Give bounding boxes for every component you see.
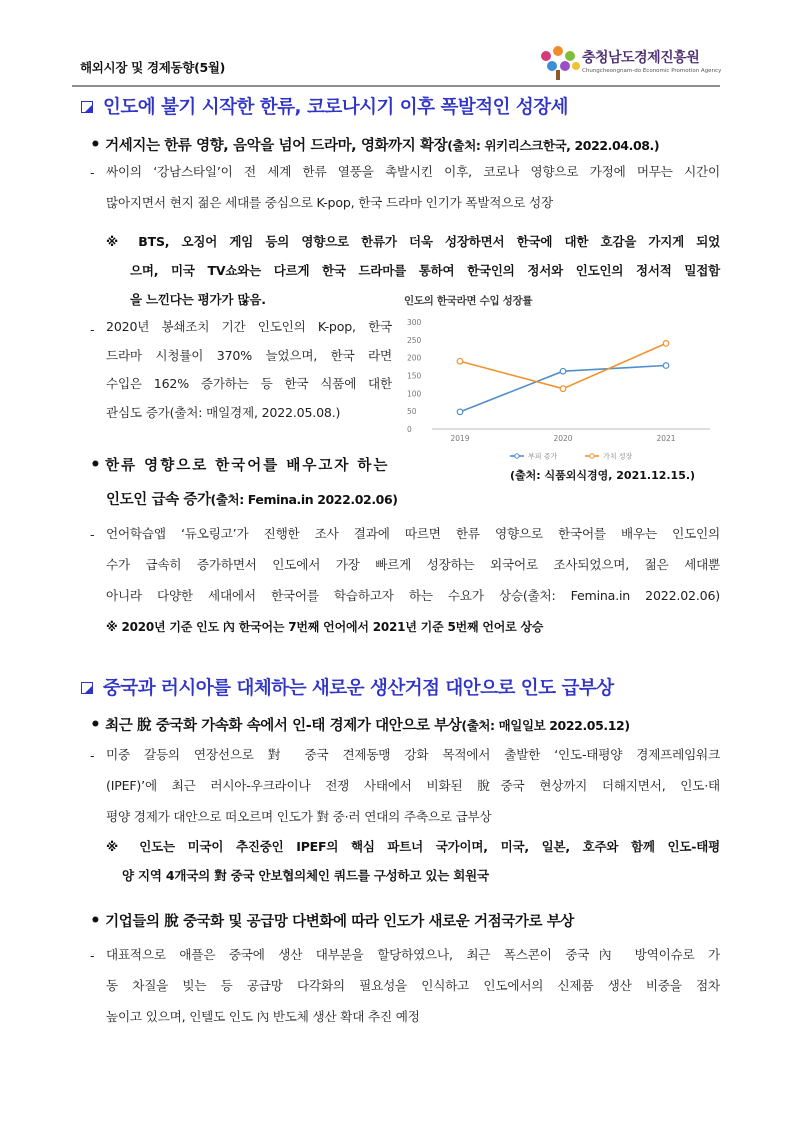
paragraph-line: 아니라 다양한 세대에서 한국어를 학습하고자 하는 수요가 상승(출처: Femina.in 2022.02.06) <box>106 588 720 603</box>
bullet-heading-4: • 기업들의 脫 중국화 및 공급망 다변화에 따라 인도가 새로운 거점국가로 부상 <box>90 911 574 931</box>
note-2: ※ 2020년 기준 인도 內 한국어는 7번째 언어에서 2021년 기준 5번째 언어로 상승 <box>106 620 544 634</box>
y-tick-label: 50 <box>407 407 417 417</box>
bullet-dot: • <box>90 455 101 475</box>
note-line: 양 지역 4개국의 對 중국 안보협의체인 쿼드를 구성하고 있는 회원국 <box>122 868 489 883</box>
series-line <box>460 343 666 388</box>
legend-marker <box>590 454 594 458</box>
section-square-icon <box>81 682 93 694</box>
data-point <box>663 341 669 347</box>
bullet-dot: • <box>90 715 101 735</box>
note-line: 을 느낀다는 평가가 많음. <box>130 292 266 307</box>
paragraph-line: 높이고 있으며, 인텔도 인도 內 반도체 생산 확대 추진 예정 <box>106 1009 420 1024</box>
y-tick-label: 300 <box>407 318 422 327</box>
legend-label: 부피 증가 <box>528 452 558 461</box>
y-tick-label: 200 <box>407 353 422 363</box>
note-line: ※ 인도는 미국이 추진중인 IPEF의 핵심 파트너 국가이며, 미국, 일본, 호주와 함께 인도-태평 <box>106 839 720 854</box>
data-point <box>560 368 566 374</box>
paragraph-line: 대표적으로 애플은 중국에 생산 대부분을 할당하였으나, 최근 폭스콘이 중국內 방역이슈로 가 <box>106 947 720 962</box>
dash-marker: - <box>90 748 95 763</box>
x-tick-label: 2021 <box>656 434 676 443</box>
paragraph-line: 2020년 봉쇄조치 기간 인도인의 K-pop, 한국 <box>106 319 392 334</box>
header-divider <box>72 85 720 87</box>
legend-label: 가치 성장 <box>603 452 633 461</box>
x-tick-label: 2020 <box>553 434 573 443</box>
paragraph-line: 언어학습앱 ‘듀오링고’가 진행한 조사 결과에 따르면 한류 영향으로 한국어를 배우는 인도인의 <box>106 526 720 541</box>
paragraph-3 <box>106 518 720 611</box>
paragraph-line: 많아지면서 현지 젊은 세대를 중심으로 K-pop, 한국 드라마 인기가 폭발적으로 성장 <box>106 195 553 210</box>
dash-marker: - <box>90 322 95 337</box>
paragraph-line: 싸이의 ‘강남스타일’이 전 세계 한류 열풍을 촉발시킨 이후, 코로나 영향으로 가정에 머무는 시간이 <box>106 164 720 179</box>
paragraph-line: 동 차질을 빚는 등 공급망 다각화의 필요성을 인식하고 인도에서의 신제품 생산 비중을 점차 <box>106 978 720 993</box>
paragraph-5 <box>106 939 720 1032</box>
data-point <box>457 358 463 364</box>
x-tick-label: 2019 <box>450 434 470 443</box>
bullet-dot: • <box>90 135 101 155</box>
section-title-2: 중국과 러시아를 대체하는 새로운 생산거점 대안으로 인도 급부상 <box>103 678 614 699</box>
chart-title: 인도의 한국라면 수입 성장률 <box>404 295 533 307</box>
paragraph-line: 수입은 162% 증가하는 등 한국 식품에 대한 <box>106 376 392 391</box>
note-line: ※ BTS, 오징어 게임 등의 영향으로 한류가 더욱 성장하면서 한국에 대한 호감을 가지게 되었 <box>106 234 720 249</box>
dash-marker: - <box>90 948 95 963</box>
data-point <box>457 409 463 415</box>
bullet-heading-2: • 한류 영향으로 한국어를 배우고자 하는 <box>90 455 390 475</box>
bullet-heading-1: • 거세지는 한류 영향, 음악을 넘어 드라마, 영화까지 확장(출처: 위키리스크한국, 2022.04.08.) <box>90 135 660 155</box>
header-title: 해외시장 및 경제동향(5월) <box>80 60 226 75</box>
bullet-dot: • <box>90 911 101 931</box>
paragraph-line: 미중 갈등의 연장선으로 對 중국 견제동맹 강화 목적에서 출발한 ‘인도-태평양 경제프레임워크 <box>106 747 720 762</box>
y-tick-label: 100 <box>407 389 422 399</box>
dash-marker: - <box>90 527 95 542</box>
paragraph-line: 드라마 시청률이 370% 늘었으며, 한국 라면 <box>106 347 392 363</box>
paragraph-1 <box>106 156 720 218</box>
note-3 <box>106 832 720 890</box>
y-tick-label: 150 <box>407 371 422 381</box>
dash-marker: - <box>90 165 95 180</box>
agency-logo-subtitle: Chungcheongnam-do Economic Promotion Agency <box>582 68 722 74</box>
paragraph-line: 수가 급속히 증가하면서 인도에서 가장 빠르게 성장하는 외국어로 조사되었으며, 젊은 세대뿐 <box>106 557 720 572</box>
paragraph-line: 평양 경제가 대안으로 떠오르며 인도가 對 중·러 연대의 주축으로 급부상 <box>106 809 492 824</box>
paragraph-4 <box>106 739 720 832</box>
note-line: 으며, 미국 TV쇼와는 다르게 한국 드라마를 통하여 한국인의 정서와 인도인의 정서적 밀접함 <box>130 263 720 278</box>
bullet-heading-2-cont: 인도인 급속 증가(출처: Femina.in 2022.02.06) <box>106 492 398 508</box>
section-title-1: 인도에 불기 시작한 한류, 코로나시기 이후 폭발적인 성장세 <box>103 97 569 118</box>
bullet-heading-3: • 최근 脫 중국화 가속화 속에서 인-태 경제가 대안으로 부상(출처: 매일일보 2022.05.12) <box>90 715 630 735</box>
section-square-icon <box>81 101 93 113</box>
paragraph-2 <box>106 313 392 427</box>
data-point <box>560 386 566 392</box>
agency-logo-name: 충청남도경제진흥원 <box>582 50 700 66</box>
data-point <box>663 363 669 369</box>
paragraph-line: 관심도 증가(출처: 매일경제, 2022.05.08.) <box>106 404 341 420</box>
paragraph-line: (IPEF)’에 최근 러시아-우크라이나 전쟁 사태에서 비화된 脫중국 현상까지 더해지면서, 인도·태 <box>106 778 720 793</box>
line-chart <box>398 312 718 464</box>
y-tick-label: 0 <box>407 425 412 434</box>
y-tick-label: 250 <box>407 335 422 345</box>
chart-source: (출처: 식품외식경영, 2021.12.15.) <box>510 469 696 482</box>
legend-marker <box>515 454 519 458</box>
